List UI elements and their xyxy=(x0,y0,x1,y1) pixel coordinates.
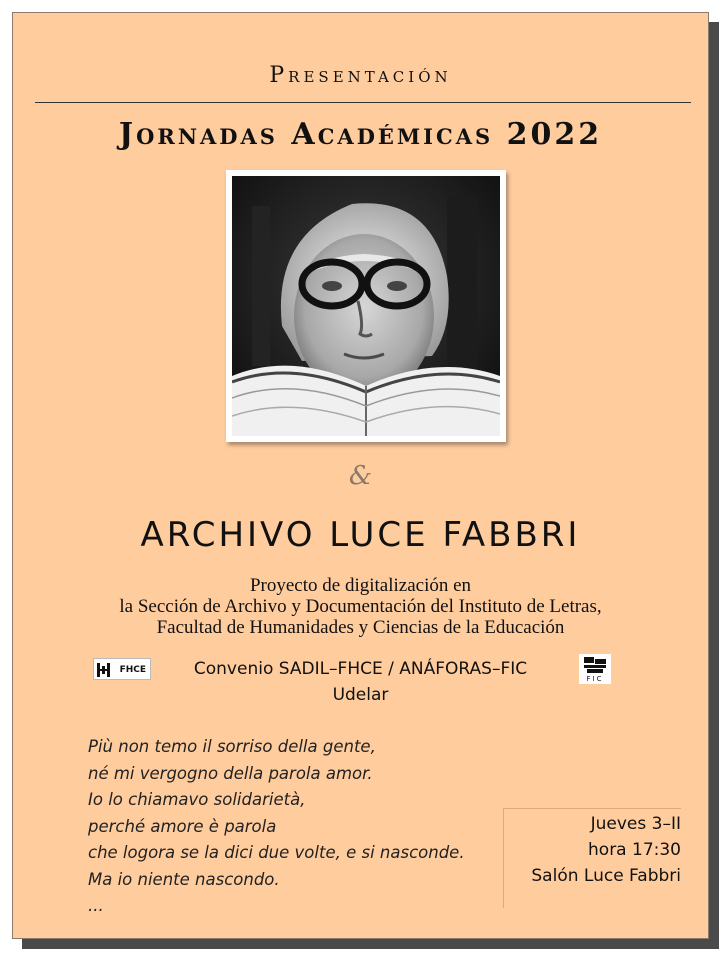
archive-title: ARCHIVO LUCE FABBRI xyxy=(140,515,581,555)
project-line: la Sección de Archivo y Documentación del Instituto de Letras, xyxy=(119,596,602,617)
fic-logo-label: FIC xyxy=(586,675,604,683)
event-title: Jornadas Académicas 2022 xyxy=(118,117,603,152)
project-description xyxy=(13,575,708,638)
fhce-logo-label: FHCE xyxy=(119,665,146,675)
project-line: Proyecto de digitalización en xyxy=(249,575,472,596)
poem-line: perché amore è parola xyxy=(88,816,277,836)
ampersand-ornament: & xyxy=(348,461,373,491)
portrait-photo xyxy=(232,176,500,436)
presentation-label: Presentación xyxy=(269,63,452,88)
poem-line: Più non temo il sorriso della gente, xyxy=(88,737,376,756)
fic-logo-icon xyxy=(582,656,608,674)
event-place: Salón Luce Fabbri xyxy=(531,866,681,886)
event-time: hora 17:30 xyxy=(588,840,681,860)
fic-logo xyxy=(579,654,611,684)
poster xyxy=(12,12,709,939)
udelar-label: Udelar xyxy=(332,685,389,705)
convenio-text: Convenio SADIL–FHCE / ANÁFORAS–FIC xyxy=(193,659,528,679)
project-line: Facultad de Humanidades y Ciencias de la Educación xyxy=(156,617,565,638)
event-date: Jueves 3–II xyxy=(590,814,681,834)
poem-line: ... xyxy=(88,896,104,915)
poem-line: Ma io niente nascondo. xyxy=(88,869,280,889)
poem xyxy=(88,734,465,920)
poem-line: né mi vergogno della parola amor. xyxy=(88,763,373,783)
header-divider xyxy=(35,102,691,103)
event-info xyxy=(503,808,681,908)
portrait-photo-frame xyxy=(226,170,506,442)
poem-line: Io lo chiamavo solidarietà, xyxy=(88,790,306,809)
poem-line: che logora se la dici due volte, e si nasconde. xyxy=(88,843,465,862)
